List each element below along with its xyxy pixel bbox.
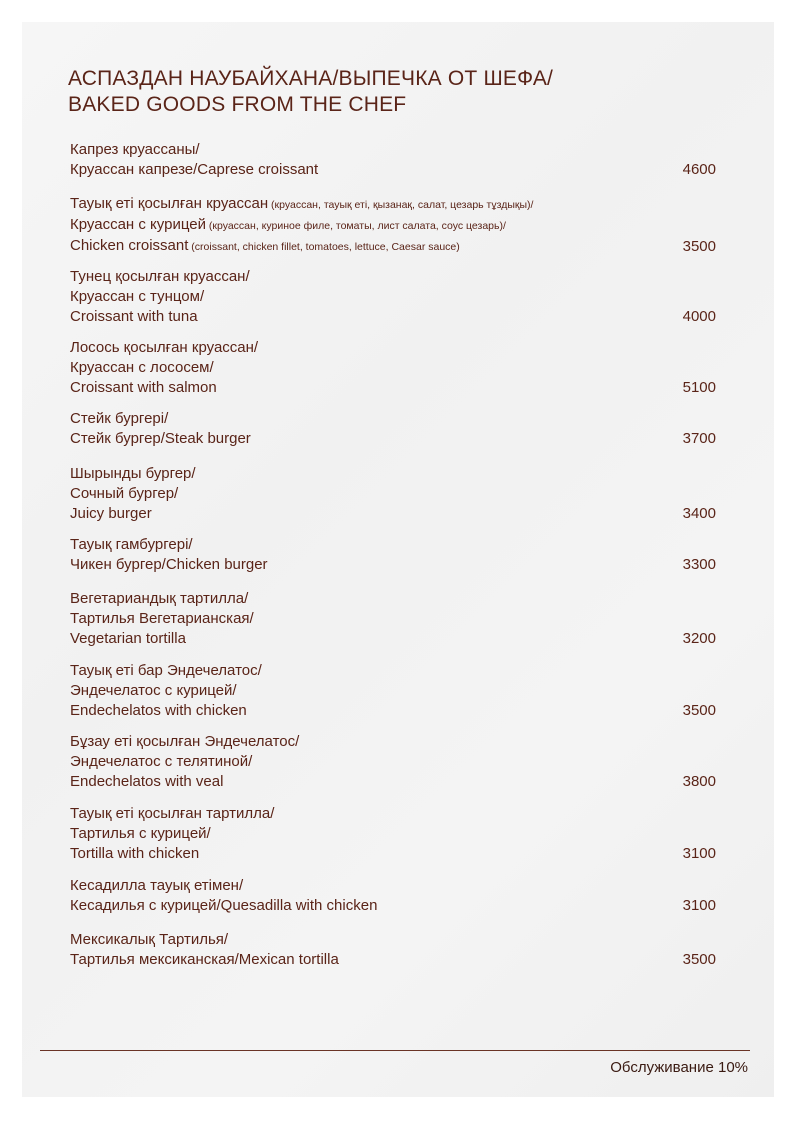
item-name-kz: Тауық еті қосылған тартилла/: [70, 805, 275, 822]
item-price: 3500: [682, 238, 716, 255]
title-line-2: BAKED GOODS FROM THE CHEF: [68, 93, 407, 116]
item-name-ru: Круассан с тунцом/: [70, 288, 205, 305]
item-name-kz: Кесадилла тауық етімен/: [70, 877, 244, 894]
menu-item: [70, 535, 730, 575]
item-name-en: Endechelatos with chicken: [70, 702, 247, 719]
item-name-ru-en: Кесадилья с курицей/Quesadilla with chicken: [70, 897, 378, 914]
item-price: 3400: [682, 505, 716, 522]
item-price: 4000: [682, 308, 716, 325]
menu-item: [70, 194, 730, 257]
item-name-ru: Тартилья Вегетарианская/: [70, 610, 254, 627]
menu-item: [70, 409, 730, 449]
item-note-en: (croissant, chicken fillet, tomatoes, lettuce, Caesar sauce): [188, 241, 460, 253]
menu-item: [70, 267, 730, 327]
item-name-ru-en: Тартилья мексиканская/Mexican tortilla: [70, 951, 339, 968]
item-price: 3700: [682, 430, 716, 447]
item-name-en: Croissant with salmon: [70, 379, 217, 396]
item-name-kz: Тунец қосылған круассан/: [70, 268, 250, 285]
menu-item: [70, 464, 730, 524]
item-name-ru: Сочный бургер/: [70, 485, 179, 502]
item-note-kz: (круассан, тауық еті, қызанақ, салат, цезарь тұздықы)/: [268, 199, 534, 211]
item-price: 3500: [682, 702, 716, 719]
item-name-kz: Лосось қосылған круассан/: [70, 339, 259, 356]
item-name-kz: Шырынды бургер/: [70, 465, 196, 482]
item-name-en: Chicken croissant: [70, 237, 189, 254]
item-name-kz: Тауық еті қосылған круассан: [70, 195, 269, 212]
item-name-ru: Круассан с лососем/: [70, 359, 214, 376]
menu-item: [70, 804, 730, 864]
item-price: 3500: [682, 951, 716, 968]
item-name-ru-en: Стейк бургер/Steak burger: [70, 430, 251, 447]
menu-item: [70, 140, 730, 180]
item-name-kz: Бұзау еті қосылған Эндечелатос/: [70, 733, 300, 750]
item-name-kz: Тауық гамбургері/: [70, 536, 193, 553]
item-price: 3800: [682, 773, 716, 790]
item-name-en: Endechelatos with veal: [70, 773, 224, 790]
item-name-kz: Стейк бургері/: [70, 410, 169, 427]
page-title: [68, 66, 708, 118]
item-name-en: Croissant with tuna: [70, 308, 198, 325]
item-name-ru: Эндечелатос с телятиной/: [70, 753, 253, 770]
item-name-kz: Капрез круассаны/: [70, 141, 200, 158]
item-price: 4600: [682, 161, 716, 178]
item-name-ru-en: Круассан капрезе/Caprese croissant: [70, 161, 319, 178]
menu-item: [70, 876, 730, 916]
menu-item: [70, 930, 730, 970]
menu-item: [70, 732, 730, 792]
item-name-en: Vegetarian tortilla: [70, 630, 186, 647]
item-name-kz: Мексикалық Тартилья/: [70, 931, 229, 948]
item-price: 5100: [682, 379, 716, 396]
item-name-kz: Вегетариандық тартилла/: [70, 590, 249, 607]
item-price: 3100: [682, 897, 716, 914]
item-name-ru: Эндечелатос с курицей/: [70, 682, 237, 699]
menu-item: [70, 338, 730, 398]
menu-item: [70, 589, 730, 649]
item-name-en: Tortilla with chicken: [70, 845, 200, 862]
footer-divider: [40, 1050, 750, 1051]
item-price: 3100: [682, 845, 716, 862]
item-name-en: Juicy burger: [70, 505, 152, 522]
item-note-ru: (круассан, куриное филе, томаты, лист салата, соус цезарь)/: [205, 220, 506, 232]
item-name-ru: Тартилья с курицей/: [70, 825, 211, 842]
menu-item: [70, 661, 730, 721]
item-name-ru-en: Чикен бургер/Chicken burger: [70, 556, 268, 573]
item-price: 3200: [682, 630, 716, 647]
title-line-1: АСПАЗДАН НАУБАЙХАНА/ВЫПЕЧКА ОТ ШЕФА/: [68, 67, 554, 90]
service-charge-note: Обслуживание 10%: [610, 1059, 748, 1076]
item-name-ru: Круассан с курицей: [70, 216, 206, 233]
item-price: 3300: [682, 556, 716, 573]
item-name-kz: Тауық еті бар Эндечелатос/: [70, 662, 262, 679]
